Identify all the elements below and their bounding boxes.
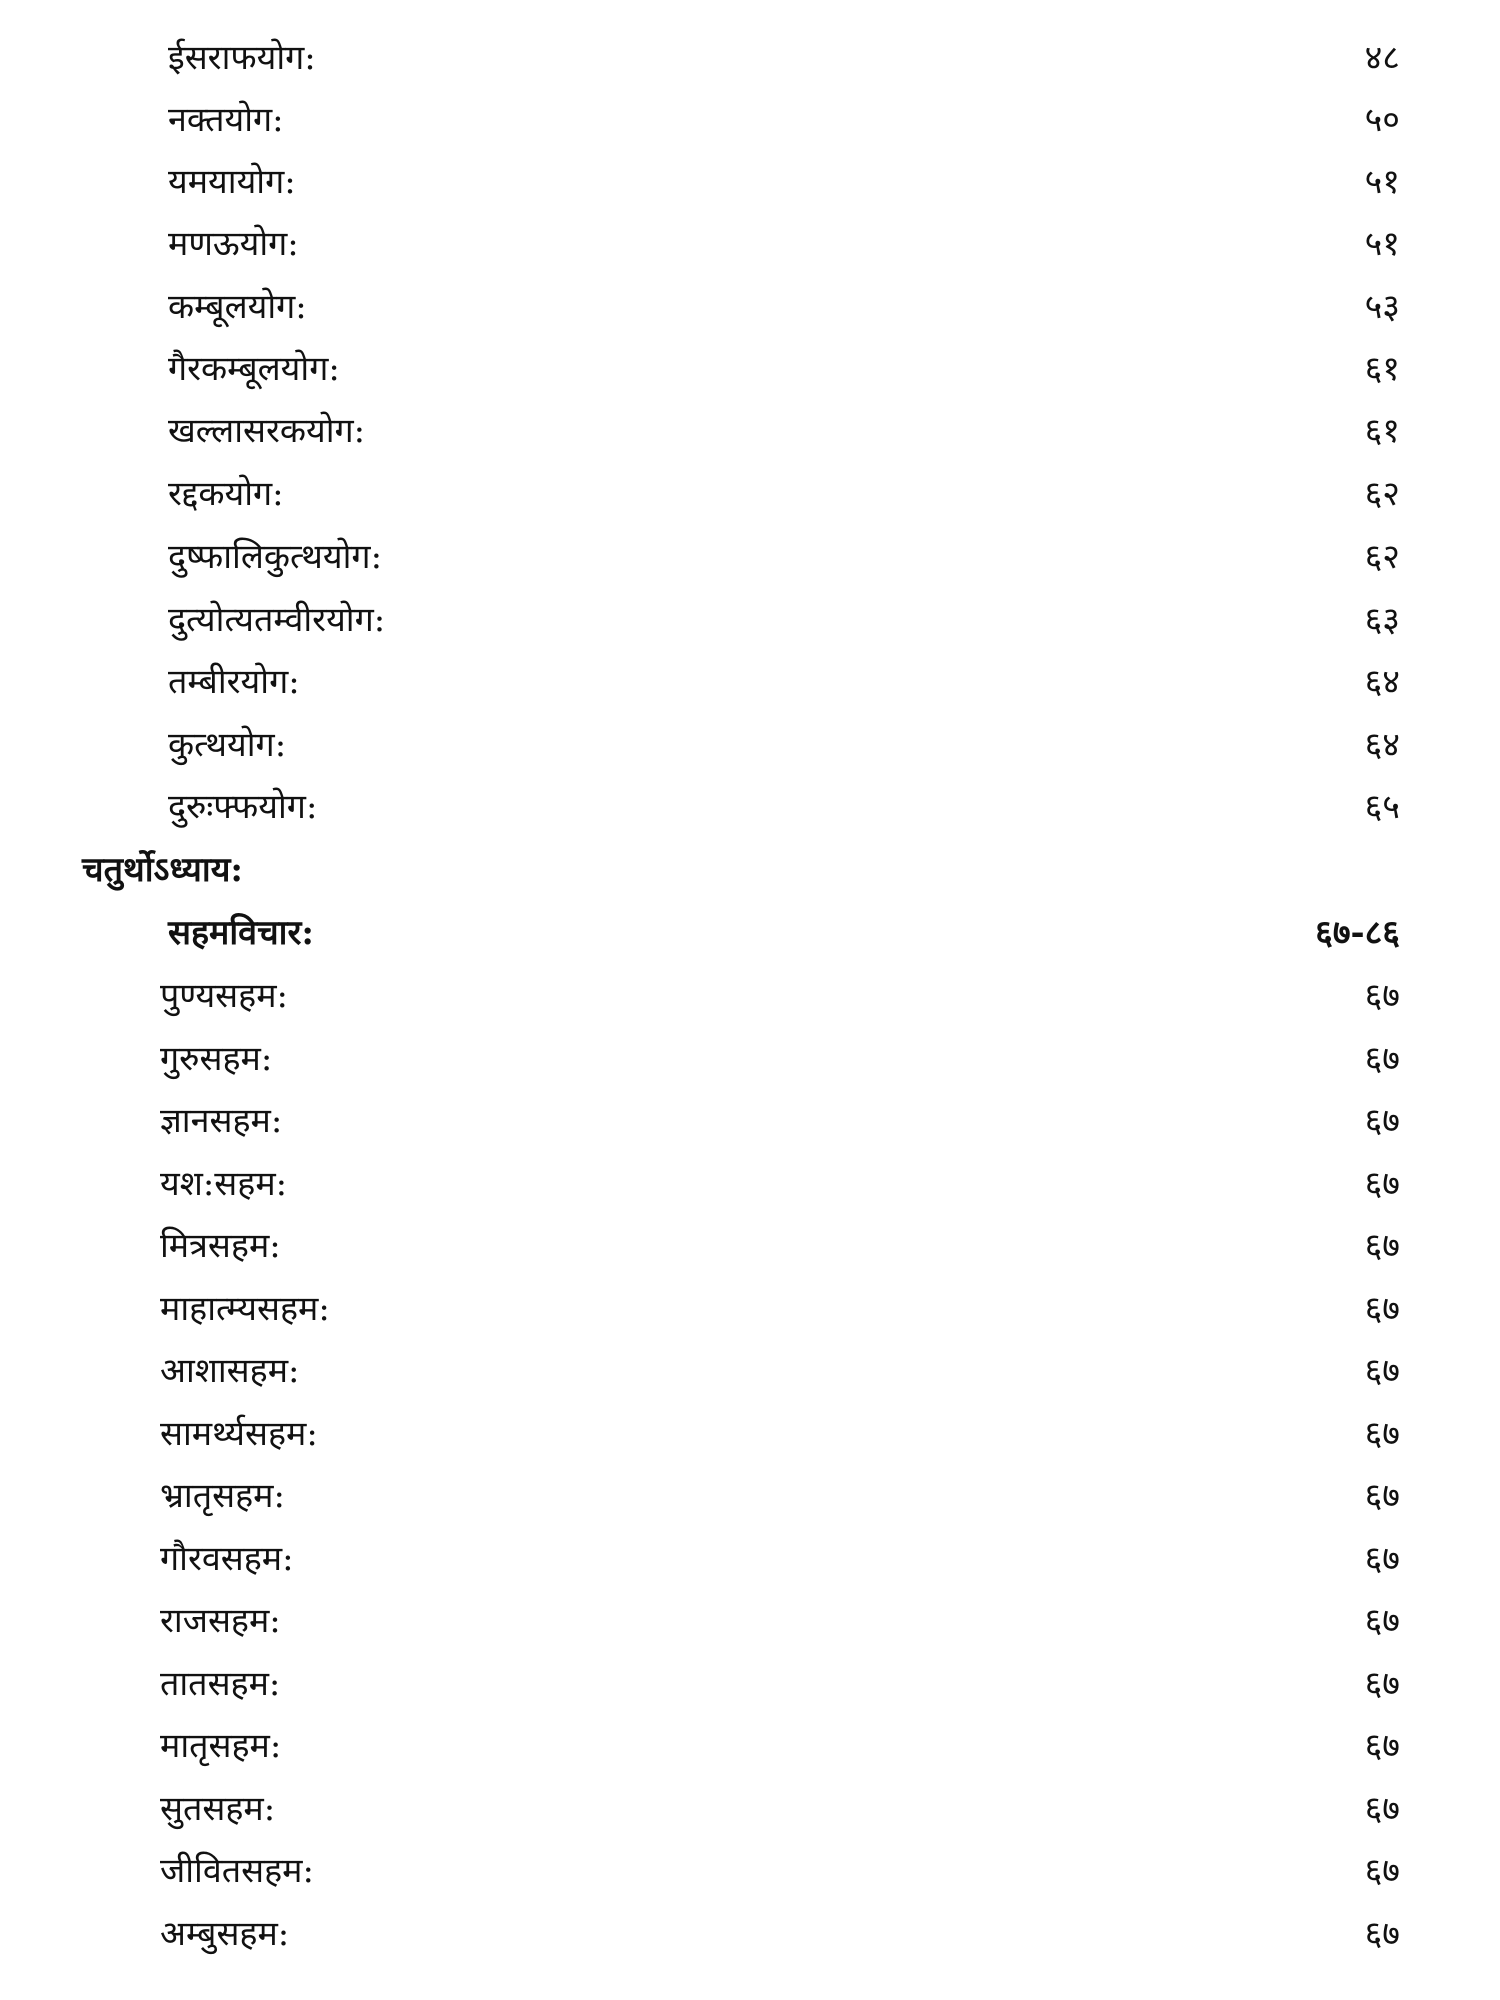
toc-entry (0, 214, 1500, 274)
entry-label: अम्बुसहम: (160, 1914, 290, 1954)
entry-label: मणऊयोग: (168, 224, 299, 264)
entry-label: राजसहम: (160, 1601, 281, 1641)
toc-entry (0, 152, 1500, 212)
entry-label: तातसहम: (160, 1664, 281, 1704)
section-heading-pages: ६७-८६ (1315, 913, 1400, 953)
entry-page: ५० (1364, 100, 1400, 140)
toc-entry (0, 715, 1500, 775)
entry-label: तम्बीरयोग: (168, 662, 300, 702)
toc-entry (0, 777, 1500, 837)
entry-page: ६७ (1364, 1414, 1400, 1454)
entry-page: ६७ (1364, 1351, 1400, 1391)
entry-label: दुष्फालिकुत्थयोग: (168, 537, 383, 577)
entry-label: रद्दकयोग: (168, 474, 284, 514)
entry-page: ६७ (1364, 1601, 1400, 1641)
toc-entry (0, 1341, 1500, 1401)
toc-entry (0, 401, 1500, 461)
entry-page: ६२ (1364, 537, 1400, 577)
entry-page: ६१ (1364, 411, 1400, 451)
chapter-title: चतुर्थोऽध्याय: (82, 850, 243, 890)
entry-label: यश:सहम: (160, 1164, 288, 1204)
toc-entry (0, 464, 1500, 524)
toc-entry (0, 590, 1500, 650)
toc-entry (0, 1654, 1500, 1714)
toc-entry (0, 966, 1500, 1026)
chapter-title-row (0, 840, 1500, 900)
toc-entry (0, 1279, 1500, 1339)
entry-label: जीवितसहम: (160, 1851, 314, 1891)
toc-entry (0, 1154, 1500, 1214)
entry-page: ६७ (1364, 1726, 1400, 1766)
entry-page: ४८ (1364, 38, 1400, 78)
toc-entry (0, 1591, 1500, 1651)
entry-label: यमयायोग: (168, 162, 296, 202)
toc-entry (0, 90, 1500, 150)
toc-entry (0, 1716, 1500, 1776)
entry-label: गुरुसहम: (160, 1039, 273, 1079)
toc-entry (0, 28, 1500, 88)
entry-page: ५१ (1364, 162, 1400, 202)
entry-label: दुत्योत्यतम्वीरयोग: (168, 600, 386, 640)
section-heading: सहमविचार: (168, 913, 314, 953)
entry-page: ६७ (1364, 1664, 1400, 1704)
entry-label: सुतसहम: (160, 1789, 276, 1829)
toc-entry (0, 1466, 1500, 1526)
toc-entry (0, 652, 1500, 712)
entry-label: माहात्म्यसहम: (160, 1289, 330, 1329)
entry-page: ६७ (1364, 1039, 1400, 1079)
entry-label: नक्तयोग: (168, 100, 284, 140)
toc-entry (0, 277, 1500, 337)
entry-page: ६७ (1364, 1101, 1400, 1141)
entry-label: गैरकम्बूलयोग: (168, 349, 340, 389)
entry-label: कम्बूलयोग: (168, 287, 307, 327)
entry-label: भ्रातृसहम: (160, 1476, 285, 1516)
toc-entry (0, 339, 1500, 399)
entry-label: खल्लासरकयोग: (168, 411, 366, 451)
entry-page: ६५ (1364, 787, 1400, 827)
toc-entry (0, 1904, 1500, 1964)
entry-label: कुत्थयोग: (168, 725, 287, 765)
toc-entry (0, 1529, 1500, 1589)
entry-label: मातृसहम: (160, 1726, 282, 1766)
entry-page: ६७ (1364, 1539, 1400, 1579)
entry-page: ६७ (1364, 1789, 1400, 1829)
entry-page: ६१ (1364, 349, 1400, 389)
entry-page: ६७ (1364, 1476, 1400, 1516)
entry-label: मित्रसहम: (160, 1226, 281, 1266)
entry-page: ६७ (1364, 1914, 1400, 1954)
section-heading-row (0, 903, 1500, 963)
toc-entry (0, 1091, 1500, 1151)
entry-page: ६७ (1364, 976, 1400, 1016)
entry-page: ६४ (1364, 725, 1400, 765)
entry-label: ज्ञानसहम: (160, 1101, 283, 1141)
entry-label: गौरवसहम: (160, 1539, 294, 1579)
entry-label: सामर्थ्यसहम: (160, 1414, 318, 1454)
entry-page: ६७ (1364, 1164, 1400, 1204)
entry-label: पुण्यसहम: (160, 976, 289, 1016)
entry-page: ५३ (1364, 287, 1400, 327)
toc-entry (0, 1779, 1500, 1839)
toc-entry (0, 1029, 1500, 1089)
entry-page: ६७ (1364, 1226, 1400, 1266)
toc-entry (0, 527, 1500, 587)
entry-page: ६७ (1364, 1289, 1400, 1329)
entry-label: दुरुःफ्फयोग: (168, 787, 318, 827)
toc-entry (0, 1841, 1500, 1901)
entry-page: ६३ (1364, 600, 1400, 640)
entry-page: ६७ (1364, 1851, 1400, 1891)
entry-page: ५१ (1364, 224, 1400, 264)
entry-page: ६२ (1364, 474, 1400, 514)
toc-entry (0, 1404, 1500, 1464)
entry-label: आशासहम: (160, 1351, 300, 1391)
entry-page: ६४ (1364, 662, 1400, 702)
entry-label: ईसराफयोग: (168, 38, 316, 78)
toc-entry (0, 1216, 1500, 1276)
